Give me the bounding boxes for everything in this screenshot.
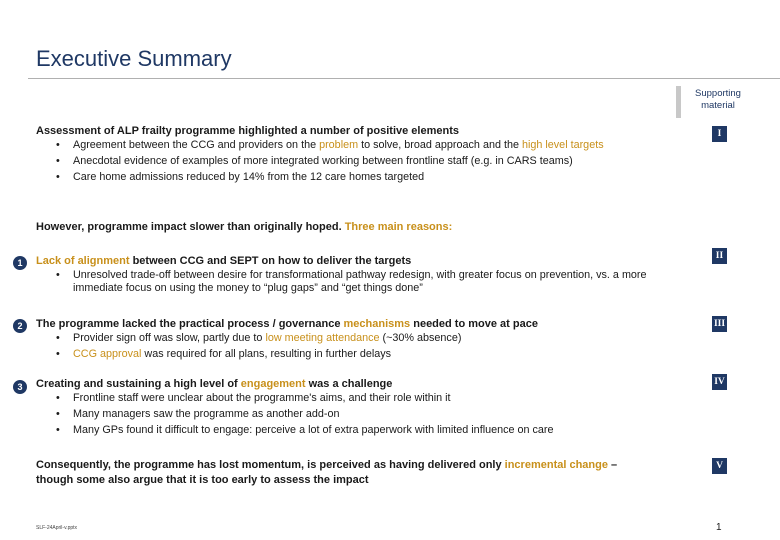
roman-marker-v: V <box>712 458 727 474</box>
intro-bullets <box>36 139 646 184</box>
footer-file-reference: SLF-24April-v.pptx <box>36 525 78 531</box>
roman-marker-ii: II <box>712 248 727 264</box>
roman-marker-iii: III <box>712 316 727 332</box>
list-item <box>36 348 656 361</box>
list-item: • Care home admissions reduced by 14% from the 12 care homes targeted <box>36 171 646 184</box>
reason-2 <box>36 317 656 364</box>
however-text: However, programme impact slower than originally hoped. <box>36 221 345 233</box>
supporting-label-line1: Supporting <box>695 88 741 99</box>
highlight-high-level-targets: high level targets <box>521 139 604 151</box>
supporting-label-line2: material <box>701 100 735 111</box>
page-title: Executive Summary <box>36 46 232 71</box>
list-item: • Frontline staff were unclear about the programme's aims, and their role within it <box>36 392 656 405</box>
reason-3-bullets <box>36 392 656 437</box>
reason-number-2: 2 <box>13 319 27 333</box>
text-span: – though some also argue that it is too early to assess the impact <box>36 459 618 486</box>
text-span: (~30% absence) <box>379 332 462 344</box>
text-span: Provider sign off was slow, partly due to <box>73 332 266 344</box>
reason-1-heading <box>36 254 656 269</box>
text-span: was required for all plans, resulting in further delays <box>141 348 392 360</box>
list-item <box>36 332 656 345</box>
title-divider <box>28 78 780 79</box>
highlight-incremental-change: incremental change <box>504 459 608 471</box>
highlight-ccg-approval: CCG approval <box>73 348 142 360</box>
text-span: Consequently, the programme has lost momentum, is perceived as having delivered only <box>36 459 505 471</box>
however-statement <box>36 220 656 235</box>
conclusion <box>36 458 636 488</box>
highlight-problem: problem <box>319 139 359 151</box>
reason-number-1: 1 <box>13 256 27 270</box>
reason-2-bullets <box>36 332 656 361</box>
highlight-lack-of-alignment: Lack of alignment <box>36 255 130 267</box>
three-main-reasons: Three main reasons: <box>344 221 453 233</box>
reason-3-heading <box>36 377 656 392</box>
reason-2-heading <box>36 317 656 332</box>
reason-3 <box>36 377 656 440</box>
intro-heading: Assessment of ALP frailty programme highlighted a number of positive elements <box>36 125 459 137</box>
text-span: needed to move at pace <box>410 318 538 330</box>
intro-section <box>36 124 646 187</box>
highlight-mechanisms: mechanisms <box>343 318 411 330</box>
supporting-material-label <box>676 86 755 118</box>
roman-marker-i: I <box>712 126 727 142</box>
list-item: • Many GPs found it difficult to engage: perceive a lot of extra paperwork with limited influence on care <box>36 424 656 437</box>
text-span: Agreement between the CCG and providers on the <box>73 139 320 151</box>
list-item: • Anecdotal evidence of examples of more integrated working between frontline staff (e.g. in CARS teams) <box>36 155 646 168</box>
page-number: 1 <box>716 522 722 533</box>
list-item <box>36 139 646 152</box>
list-item: • Unresolved trade-off between desire for transformational pathway redesign, with greater focus on prevention, vs. a more immediate focus on using the money to “plug gaps” and “get things done” <box>36 269 656 295</box>
highlight-engagement: engagement <box>240 378 306 390</box>
roman-marker-iv: IV <box>712 374 727 390</box>
text-span: was a challenge <box>305 378 393 390</box>
highlight-low-meeting-attendance: low meeting attendance <box>265 332 380 344</box>
list-item: • Many managers saw the programme as another add-on <box>36 408 656 421</box>
reason-number-3: 3 <box>13 380 27 394</box>
text-span: between CCG and SEPT on how to deliver the targets <box>129 255 412 267</box>
reason-1 <box>36 254 656 298</box>
text-span: Creating and sustaining a high level of <box>36 378 241 390</box>
text-span: to solve, broad approach and the <box>358 139 522 151</box>
reason-1-bullets <box>36 269 656 295</box>
text-span: The programme lacked the practical process / governance <box>36 318 344 330</box>
